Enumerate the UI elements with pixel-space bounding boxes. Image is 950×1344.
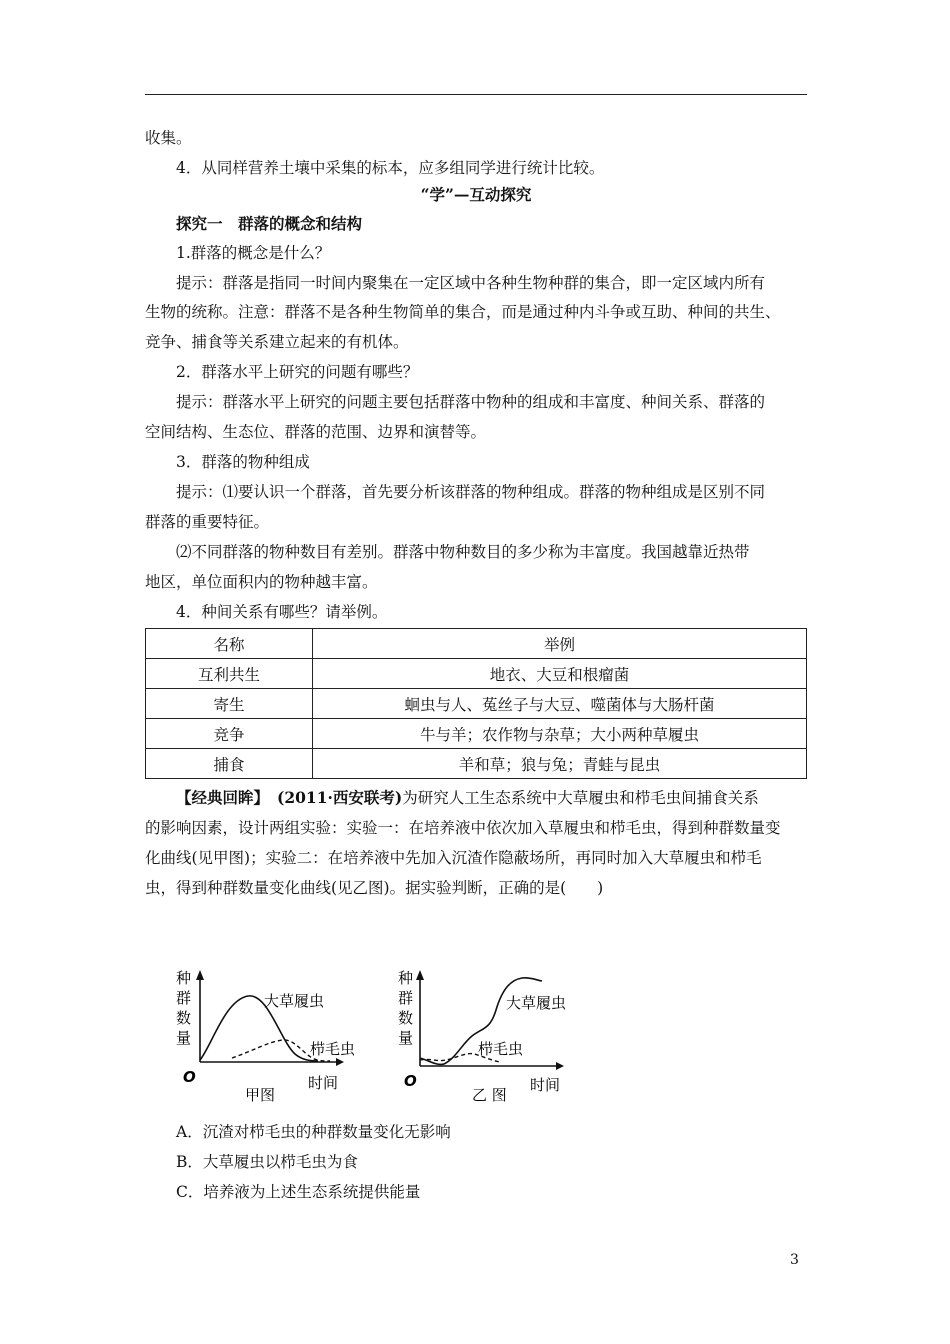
chart-b-x-arrow	[556, 1062, 564, 1070]
paragraph-continuation: 收集。	[145, 129, 192, 147]
table-cell-name: 互利共生	[146, 659, 313, 689]
chart-a-y-label-char: 量	[176, 1029, 192, 1047]
chart-b-origin: O	[404, 1072, 417, 1090]
question-4: 4．种间关系有哪些？请举例。	[176, 603, 388, 621]
example-text: 为研究人工生态系统中大草履虫和栉毛虫间捕食关系	[402, 789, 759, 807]
answer-2-line-1: 提示：群落水平上研究的问题主要包括群落中物种的组成和丰富度、种间关系、群落的	[176, 393, 766, 411]
table-header-cell: 举例	[313, 629, 807, 659]
chart-b-caption: 乙 图	[472, 1086, 507, 1104]
chart-a-series-label-paramecium: 大草履虫	[264, 992, 325, 1010]
answer-2-line-2: 空间结构、生态位、群落的范围、边界和演替等。	[145, 423, 487, 441]
section-title: “学”—互动探究	[420, 185, 532, 204]
question-3: 3．群落的物种组成	[176, 453, 310, 471]
question-2: 2．群落水平上研究的问题有哪些？	[176, 363, 419, 381]
chart-b-y-label-char: 群	[398, 989, 414, 1007]
chart-a-y-label-char: 种	[176, 969, 192, 987]
chart-b	[398, 969, 566, 1104]
example-line-4: 虫，得到种群数量变化曲线(见乙图)。据实验判断，正确的是( )	[145, 879, 604, 897]
answer-3-line-3: ⑵不同群落的物种数目有差别。群落中物种数目的多少称为丰富度。我国越靠近热带	[176, 543, 750, 561]
table-cell-example: 羊和草；狼与兔；青蛙与昆虫	[313, 749, 807, 779]
chart-b-series-label-didinium: 栉毛虫	[478, 1040, 524, 1058]
chart-a-origin: O	[183, 1068, 196, 1086]
chart-a-y-label-char: 数	[176, 1009, 192, 1027]
chart-b-y-label-char: 种	[398, 969, 414, 987]
inquiry-title: 探究一 群落的概念和结构	[176, 214, 363, 233]
answer-3-line-1: 提示：⑴要认识一个群落，首先要分析该群落的物种组成。群落的物种组成是区别不同	[176, 483, 766, 501]
paragraph-item-4: 4．从同样营养土壤中采集的标本，应多组同学进行统计比较。	[176, 159, 605, 177]
table-cell-name: 竞争	[146, 719, 313, 749]
chart-b-y-label-char: 数	[398, 1009, 414, 1027]
chart-b-series-label-paramecium: 大草履虫	[506, 994, 567, 1012]
table-cell-name: 捕食	[146, 749, 313, 779]
table-header-cell: 名称	[146, 629, 313, 659]
page-number: 3	[790, 1252, 799, 1268]
example-line-2: 的影响因素，设计两组实验：实验一：在培养液中依次加入草履虫和栉毛虫，得到种群数量变	[145, 819, 781, 837]
answer-3-line-2: 群落的重要特征。	[145, 513, 270, 531]
chart-a-x-label: 时间	[308, 1074, 339, 1092]
option-c: C．培养液为上述生态系统提供能量	[176, 1183, 421, 1201]
table-cell-example: 地衣、大豆和根瘤菌	[313, 659, 807, 689]
table-cell-example: 蛔虫与人、菟丝子与大豆、噬菌体与大肠杆菌	[313, 689, 807, 719]
answer-1-line-2: 生物的统称。注意：群落不是各种生物简单的集合，而是通过种内斗争或互助、种间的共生、	[145, 303, 781, 321]
chart-b-y-arrow	[416, 970, 424, 980]
example-tag: 【经典回眸】	[176, 788, 270, 807]
chart-b-x-label: 时间	[530, 1076, 561, 1094]
chart-a-x-arrow	[336, 1058, 344, 1066]
chart-a	[176, 969, 355, 1104]
example-line-3: 化曲线(见甲图)；实验二：在培养液中先加入沉渣作隐蔽场所，再同时加入大草履虫和栉毛	[145, 849, 762, 867]
chart-b-y-label-char: 量	[398, 1029, 414, 1047]
answer-3-line-4: 地区，单位面积内的物种越丰富。	[145, 573, 378, 591]
table-cell-name: 寄生	[146, 689, 313, 719]
question-1: 1.群落的概念是什么？	[176, 244, 331, 262]
chart-a-y-arrow	[196, 970, 204, 980]
answer-1-line-3: 竞争、捕食等关系建立起来的有机体。	[145, 333, 409, 351]
chart-a-y-label-char: 群	[176, 989, 192, 1007]
chart-a-series-label-didinium: 栉毛虫	[310, 1040, 356, 1058]
chart-a-caption: 甲图	[245, 1086, 276, 1104]
answer-1-line-1: 提示：群落是指同一时间内聚集在一定区域中各种生物种群的集合，即一定区域内所有	[176, 274, 766, 292]
example-source: (2011·西安联考)	[277, 788, 403, 807]
option-b: B．大草履虫以栉毛虫为食	[176, 1153, 358, 1171]
table-cell-example: 牛与羊；农作物与杂草；大小两种草履虫	[313, 719, 807, 749]
option-a: A．沉渣对栉毛虫的种群数量变化无影响	[176, 1123, 451, 1141]
